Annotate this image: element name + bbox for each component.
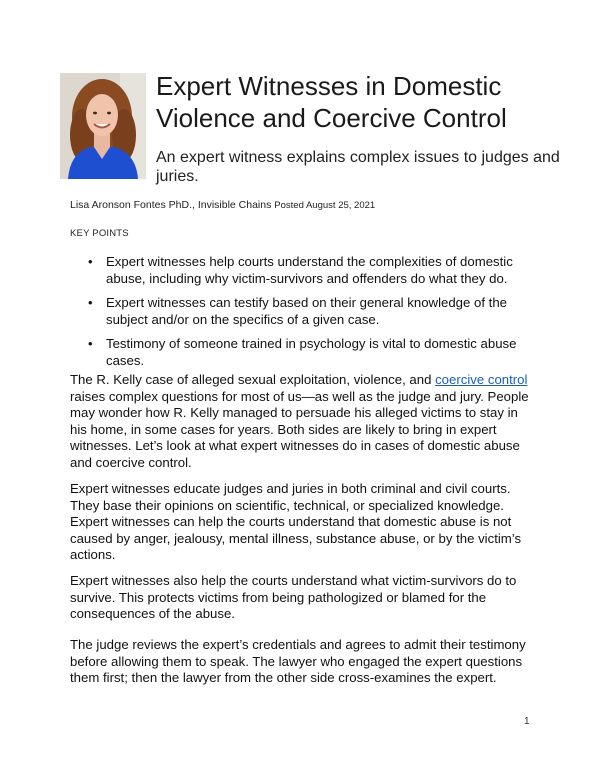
bullet-icon: • <box>88 254 93 269</box>
coercive-control-link[interactable]: coercive control <box>435 372 528 387</box>
key-point-text: Testimony of someone trained in psychology is vital to domestic abuse cases. <box>106 336 517 368</box>
bullet-icon: • <box>88 295 93 310</box>
page-number: 1 <box>524 716 530 727</box>
paragraph-1-text-end: raises complex questions for most of us—as well as the judge and jury. People may wonder how R. Kelly managed to persuade his alleged victims to stay in his home, in some cases for years. Both sides are likely to bring in expert witnesses. Let’s look at what expert witnesses do in cases of domestic abuse and coercive control. <box>70 388 529 470</box>
body-paragraph-4: The judge reviews the expert’s credentials and agrees to admit their testimony before allowing them to speak. The lawyer who engaged the expert questions them first; then the lawyer from the other side cross-examines the expert. <box>70 637 526 685</box>
body-paragraph-2: Expert witnesses educate judges and juries in both criminal and civil courts. They base their opinions on scientific, technical, or specialized knowledge. Expert witnesses can help the courts understand that domestic abuse is not caused by anger, jealousy, mental illness, substance abuse, or by the victim’s actions. <box>70 481 522 562</box>
bullet-icon: • <box>88 336 93 351</box>
byline-author: Lisa Aronson Fontes PhD., Invisible Chains <box>70 199 272 211</box>
article-title: Expert Witnesses in Domestic Violence and Coercive Control <box>156 71 507 133</box>
paragraph-1-text-start: The R. Kelly case of alleged sexual exploitation, violence, and <box>70 372 436 387</box>
key-point-text: Expert witnesses help courts understand the complexities of domestic abuse, including why victim-survivors and offenders do what they do. <box>106 254 513 286</box>
key-points-label: KEY POINTS <box>70 228 129 239</box>
body-paragraph-3: Expert witnesses also help the courts understand what victim-survivors do to survive. This protects victims from being pathologized or blamed for the consequences of the abuse. <box>70 573 517 621</box>
key-points-list <box>86 254 534 377</box>
body-paragraph-1 <box>70 372 536 471</box>
key-point-item <box>86 336 534 369</box>
key-point-item <box>86 254 534 287</box>
key-point-text: Expert witnesses can testify based on their general knowledge of the subject and/or on the specifics of a given case. <box>106 295 507 327</box>
byline-posted-date: Posted August 25, 2021 <box>274 200 376 211</box>
byline <box>70 199 375 211</box>
author-photo <box>60 73 146 179</box>
key-point-item <box>86 295 534 328</box>
article-subtitle: An expert witness explains complex issues to judges and juries. <box>156 149 560 185</box>
